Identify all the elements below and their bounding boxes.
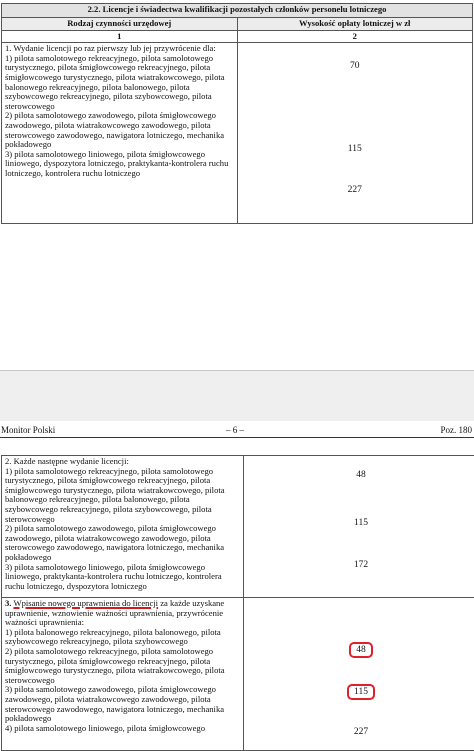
highlight-box: 48	[349, 642, 373, 658]
row-3-description	[2, 598, 244, 751]
row-2-fees	[244, 456, 474, 598]
item-3-sub-2: 2) pilota samolotowego rekreacyjnego, pilota samolotowego turystycznego, pilota śmigłowcowego rekreacyjnego, pilota śmigłowcowego turystycznego, pilota wiatrakowcowego, pilota sterowcowego	[5, 647, 240, 685]
fee-value-highlighted	[244, 684, 474, 700]
item-3-sub-4: 4) pilota samolotowego liniowego, pilota śmigłowcowego	[5, 724, 240, 734]
item-1-sub-3: 3) pilota samolotowego liniowego, pilota śmigłowcowego liniowego, dyspozytora lotniczego, praktykanta-kontrolera ruchu lotniczego, kontrolera ruchu lotniczego	[5, 150, 234, 179]
document-page-top	[0, 0, 474, 370]
fee-value: 227	[244, 728, 474, 738]
item-3-sub-3: 3) pilota samolotowego zawodowego, pilota śmigłowcowego zawodowego, pilota wiatrakowcowego zawodowego, pilota sterowcowego zawodowego, nawigatora lotniczego, mechanika pokładowego	[5, 685, 240, 723]
column-number-1: 1	[2, 30, 238, 43]
table-row	[2, 456, 474, 598]
column-header-activity: Rodzaj czynności urzędowej	[2, 18, 238, 31]
page-separator	[0, 370, 474, 422]
page-number: – 6 –	[226, 425, 244, 435]
column-header-fee: Wysokość opłaty lotniczej w zł	[237, 18, 473, 31]
fees-table-continued	[1, 455, 474, 751]
item-2-sub-1: 1) pilota samolotowego rekreacyjnego, pilota samolotowego turystycznego, pilota śmigłowcowego rekreacyjnego, pilota śmigłowcowego turystycznego, pilota wiatrakowcowego, pilota balonowego rekreacyjnego, pilota balonowego, pilota szybowcowego rekreacyjnego, pilota szybowcowego, pilota sterowcowego	[5, 467, 240, 525]
item-3-link-text[interactable]: Wpisanie nowego uprawnienia do licencji	[13, 598, 158, 608]
table-title: 2.2. Licencje i świadectwa kwalifikacji pozostałych członków personelu lotniczego	[2, 4, 473, 18]
table-row	[2, 598, 474, 751]
item-2-sub-2: 2) pilota samolotowego zawodowego, pilota śmigłowcowego zawodowego, pilota wiatrakowcowego zawodowego, pilota sterowcowego zawodowego, nawigatora lotniczego, mechanika pokładowego	[5, 524, 240, 562]
row-2-description	[2, 456, 244, 598]
fee-value: 115	[238, 145, 473, 155]
fee-value: 227	[238, 186, 473, 196]
item-1-sub-2: 2) pilota samolotowego zawodowego, pilota śmigłowcowego zawodowego, pilota wiatrakowcowego zawodowego, pilota sterowcowego zawodowego, nawigatora lotniczego, mechanika pokładowego	[5, 111, 234, 149]
page-header	[0, 425, 474, 438]
item-1-title: 1. Wydanie licencji po raz pierwszy lub jej przywrócenie dla:	[5, 44, 234, 54]
row-1-description	[2, 43, 238, 224]
item-2-title: 2. Każde następne wydanie licencji:	[5, 457, 240, 467]
row-1-fees	[237, 43, 473, 224]
fee-value-highlighted	[244, 642, 474, 658]
item-3-number: 3.	[5, 598, 11, 608]
position-number: Poz. 180	[441, 425, 473, 435]
item-3-sub-1: 1) pilota balonowego rekreacyjnego, pilota balonowego, pilota szybowcowego rekreacyjnego, pilota szybowcowego	[5, 628, 240, 647]
column-number-2: 2	[237, 30, 473, 43]
publication-name: Monitor Polski	[1, 425, 55, 435]
item-3-title-rest: za każde uzyskane uprawnienie, wznowienie ważności uprawnienia, przywrócenie ważności uprawnienia:	[5, 598, 224, 627]
highlight-box: 115	[347, 684, 375, 700]
fee-value: 172	[244, 561, 474, 571]
fee-value: 70	[238, 62, 473, 72]
item-2-sub-3: 3) pilota samolotowego liniowego, pilota śmigłowcowego liniowego, praktykanta-kontrolera ruchu lotniczego, kontrolera ruchu lotniczego, dyspozytora lotniczego	[5, 563, 240, 592]
item-3-title	[5, 599, 240, 628]
table-row	[2, 43, 473, 224]
fee-value: 48	[244, 471, 474, 481]
fee-value: 115	[244, 519, 474, 529]
row-3-fees	[244, 598, 474, 751]
fees-table-section-2-2	[1, 3, 473, 224]
item-1-sub-1: 1) pilota samolotowego rekreacyjnego, pilota samolotowego turystycznego, pilota śmigłowcowego rekreacyjnego, pilota śmigłowcowego turystycznego, pilota wiatrakowcowego, pilota balonowego rekreacyjnego, pilota balonowego, pilota szybowcowego rekreacyjnego, pilota szybowcowego, pilota sterowcowego	[5, 54, 234, 112]
document-page-bottom	[0, 421, 474, 742]
